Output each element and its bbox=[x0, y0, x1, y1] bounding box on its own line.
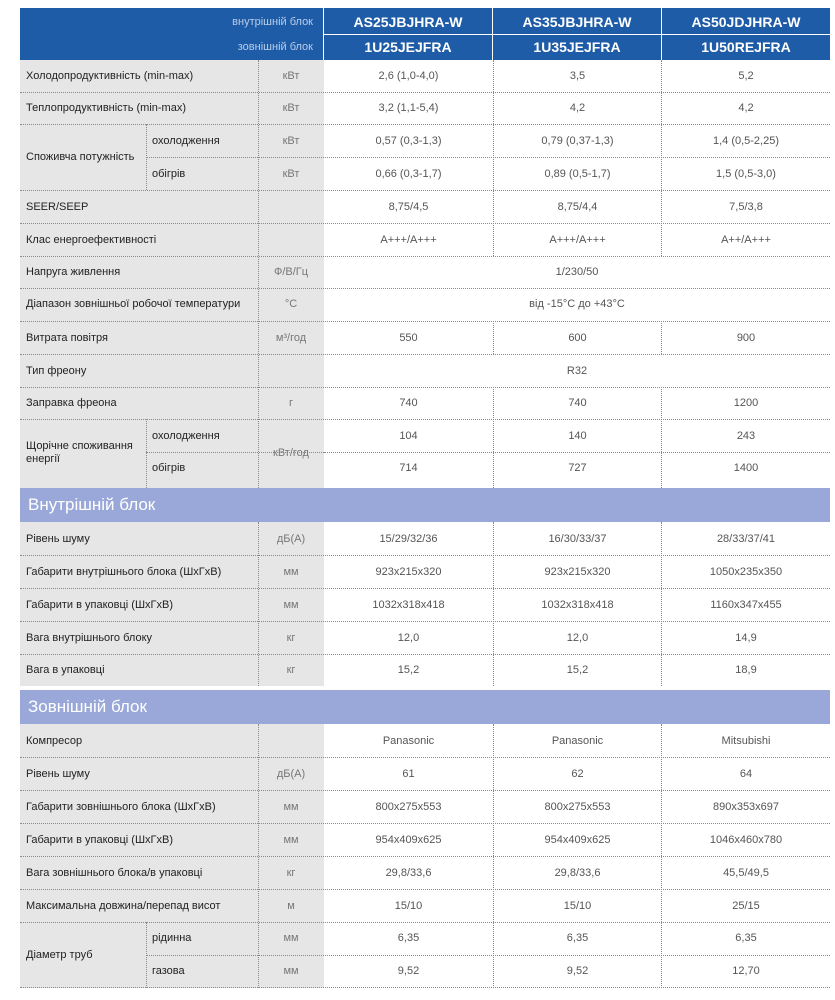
model-outdoor: 1U35JEJFRA bbox=[533, 39, 621, 55]
cell-value: 4,2 bbox=[569, 102, 586, 114]
cell-value: A+++/A+++ bbox=[380, 234, 437, 246]
cell-value: 740 bbox=[568, 397, 587, 409]
cell-value-merged: R32 bbox=[566, 365, 588, 377]
cell-value: 0,66 (0,3-1,7) bbox=[375, 168, 442, 180]
cell-value: 25/15 bbox=[732, 900, 760, 912]
row-divider bbox=[20, 889, 830, 890]
row-divider bbox=[20, 588, 830, 589]
cell-value: 1050x235x350 bbox=[709, 566, 783, 578]
row-label: Габарити в упаковці (ШхГхВ) bbox=[26, 599, 173, 611]
row-label: Напруга живлення bbox=[26, 266, 121, 278]
cell-value: Mitsubishi bbox=[721, 735, 771, 747]
row-sublabel: газова bbox=[152, 965, 185, 977]
cell-value: 29,8/33,6 bbox=[385, 867, 432, 879]
cell-value: 8,75/4,5 bbox=[388, 201, 429, 213]
cell-value: 62 bbox=[571, 768, 584, 780]
cell-value: 14,9 bbox=[735, 632, 757, 644]
cell-value: 1,4 (0,5-2,25) bbox=[712, 135, 780, 147]
column-divider bbox=[493, 724, 494, 988]
model-header-2 bbox=[493, 8, 661, 60]
row-label: Клас енергоефективності bbox=[26, 234, 157, 246]
row-label: Вага в упаковці bbox=[26, 664, 105, 676]
column-divider bbox=[146, 419, 147, 488]
row-divider bbox=[20, 124, 830, 125]
model-header-1 bbox=[324, 8, 492, 60]
cell-value: 29,8/33,6 bbox=[554, 867, 601, 879]
cell-value: 923x215x320 bbox=[544, 566, 611, 578]
row-label: Рівень шуму bbox=[26, 533, 90, 545]
cell-value: 890x353x697 bbox=[712, 801, 780, 813]
row-label: Холодопродуктивність (min-max) bbox=[26, 70, 194, 82]
cell-value: 64 bbox=[739, 768, 753, 780]
cell-value: 923x215x320 bbox=[375, 566, 442, 578]
cell-value: 6,35 bbox=[397, 932, 420, 944]
row-divider bbox=[20, 321, 830, 322]
cell-value: 6,35 bbox=[735, 932, 757, 944]
cell-value: 9,52 bbox=[566, 965, 589, 977]
cell-value: 1032x318x418 bbox=[541, 599, 614, 611]
row-label: Габарити внутрішнього блока (ШхГхВ) bbox=[26, 566, 222, 578]
row-divider bbox=[20, 987, 830, 988]
cell-value: 8,75/4,4 bbox=[557, 201, 598, 213]
row-unit: °С bbox=[284, 298, 298, 310]
row-unit: мм bbox=[283, 566, 299, 578]
cell-value: 12,0 bbox=[397, 632, 420, 644]
cell-value: 954x409x625 bbox=[544, 834, 611, 846]
cell-value: 3,5 bbox=[569, 70, 586, 82]
column-divider bbox=[146, 922, 147, 988]
cell-value: 600 bbox=[568, 332, 587, 344]
row-sublabel: обігрів bbox=[152, 462, 186, 474]
cell-value: 15/10 bbox=[563, 900, 592, 912]
cell-value: 15/10 bbox=[394, 900, 423, 912]
row-divider bbox=[20, 419, 830, 420]
cell-value: 0,57 (0,3-1,3) bbox=[375, 135, 442, 147]
row-unit: м³/год bbox=[275, 332, 307, 344]
cell-value: 18,9 bbox=[735, 664, 757, 676]
row-label: Вага внутрішнього блоку bbox=[26, 632, 153, 644]
row-label: Вага зовнішнього блока/в упаковці bbox=[26, 867, 203, 879]
indoor-unit-label: внутрішній блок bbox=[232, 16, 313, 28]
row-divider bbox=[20, 654, 830, 655]
row-divider bbox=[20, 790, 830, 791]
cell-value: A++/A+++ bbox=[721, 234, 771, 246]
row-divider bbox=[20, 288, 830, 289]
cell-value: 15/29/32/36 bbox=[379, 533, 438, 545]
cell-value: 15,2 bbox=[397, 664, 420, 676]
row-label: SEER/SEEP bbox=[26, 201, 89, 213]
cell-value-merged: від -15°С до +43°С bbox=[529, 298, 625, 310]
cell-value: 4,2 bbox=[738, 102, 754, 114]
row-unit: кВт/год bbox=[273, 447, 309, 459]
row-divider bbox=[20, 555, 830, 556]
row-divider bbox=[20, 223, 830, 224]
header-label-cell bbox=[20, 8, 323, 60]
cell-value: 15,2 bbox=[566, 664, 589, 676]
row-label: Теплопродуктивність (min-max) bbox=[26, 102, 187, 114]
row-label: Габарити в упаковці (ШхГхВ) bbox=[26, 834, 173, 846]
cell-value: 0,89 (0,5-1,7) bbox=[544, 168, 611, 180]
row-sublabel: охолодження bbox=[152, 135, 220, 147]
cell-value: 740 bbox=[399, 397, 418, 409]
row-divider bbox=[20, 256, 830, 257]
row-label: Компресор bbox=[26, 735, 83, 747]
cell-value: 0,79 (0,37-1,3) bbox=[541, 135, 614, 147]
row-unit: мм bbox=[283, 834, 299, 846]
cell-value: 2,6 (1,0-4,0) bbox=[378, 70, 439, 82]
column-divider bbox=[661, 60, 662, 256]
cell-value: Panasonic bbox=[382, 735, 435, 747]
cell-value: 12,70 bbox=[732, 965, 760, 977]
cell-value: 16/30/33/37 bbox=[548, 533, 607, 545]
row-unit: кВт bbox=[282, 135, 300, 147]
cell-value: 9,52 bbox=[397, 965, 420, 977]
cell-value: 28/33/37/41 bbox=[716, 533, 776, 545]
row-unit: кг bbox=[286, 867, 296, 879]
row-label: Щорічне споживання енергії bbox=[26, 440, 133, 465]
row-unit: г bbox=[288, 397, 293, 409]
row-divider bbox=[20, 354, 830, 355]
section-title-indoor: Внутрішній блок bbox=[20, 488, 830, 522]
divider bbox=[493, 34, 661, 35]
row-unit: мм bbox=[283, 801, 299, 813]
row-divider bbox=[20, 190, 830, 191]
row-divider bbox=[324, 452, 830, 453]
row-label: Діапазон зовнішньої робочої температури bbox=[26, 298, 241, 310]
row-unit: кВт bbox=[282, 70, 300, 82]
model-outdoor: 1U50REJFRA bbox=[701, 39, 791, 55]
cell-value: 800x275x553 bbox=[544, 801, 611, 813]
row-sublabel: охолодження bbox=[152, 430, 220, 442]
cell-value: 5,2 bbox=[738, 70, 754, 82]
column-divider bbox=[661, 724, 662, 988]
cell-value: 900 bbox=[736, 332, 756, 344]
cell-value: 1,5 (0,5-3,0) bbox=[716, 168, 776, 180]
cell-value: Panasonic bbox=[551, 735, 604, 747]
divider bbox=[662, 34, 830, 35]
row-divider bbox=[20, 757, 830, 758]
section-title-outdoor: Зовнішній блок bbox=[20, 690, 830, 724]
cell-value: 1032x318x418 bbox=[372, 599, 445, 611]
cell-value-merged: 1/230/50 bbox=[555, 266, 599, 278]
column-divider bbox=[146, 124, 147, 190]
row-divider bbox=[146, 157, 830, 158]
row-unit: мм bbox=[283, 965, 299, 977]
row-label: Максимальна довжина/перепад висот bbox=[26, 900, 221, 912]
column-divider bbox=[258, 724, 259, 988]
row-unit: мм bbox=[283, 932, 299, 944]
row-unit: кВт bbox=[282, 168, 300, 180]
cell-value: 1400 bbox=[733, 462, 759, 474]
cell-value: 104 bbox=[399, 430, 418, 442]
model-indoor: AS50JDJHRA-W bbox=[691, 14, 801, 30]
row-unit: Ф/В/Гц bbox=[273, 266, 309, 278]
model-indoor: AS35JBJHRA-W bbox=[522, 14, 632, 30]
row-label: Витрата повітря bbox=[26, 332, 108, 344]
row-divider bbox=[20, 387, 830, 388]
row-label: Рівень шуму bbox=[26, 768, 90, 780]
outdoor-unit-label: зовнішній блок bbox=[237, 41, 313, 53]
cell-value: 45,5/49,5 bbox=[723, 867, 769, 879]
row-label: Діаметр труб bbox=[26, 949, 93, 961]
row-label: Тип фреону bbox=[26, 365, 87, 377]
cell-value: 800x275x553 bbox=[375, 801, 442, 813]
cell-value: 61 bbox=[402, 768, 415, 780]
row-unit: м bbox=[287, 900, 295, 912]
row-divider bbox=[20, 922, 830, 923]
cell-value: 12,0 bbox=[566, 632, 589, 644]
model-indoor: AS25JBJHRA-W bbox=[353, 14, 463, 30]
cell-value: 3,2 (1,1-5,4) bbox=[378, 102, 439, 114]
column-divider bbox=[493, 60, 494, 256]
row-label: Заправка фреона bbox=[26, 397, 117, 409]
cell-value: 1200 bbox=[733, 397, 759, 409]
model-outdoor: 1U25JEJFRA bbox=[364, 39, 452, 55]
row-unit: кг bbox=[286, 664, 296, 676]
cell-value: 714 bbox=[399, 462, 418, 474]
divider bbox=[324, 34, 492, 35]
model-header-3 bbox=[662, 8, 830, 60]
cell-value: 243 bbox=[736, 430, 756, 442]
cell-value: 1160x347x455 bbox=[710, 599, 782, 611]
row-unit: дБ(А) bbox=[276, 533, 306, 545]
row-unit: мм bbox=[283, 599, 299, 611]
row-divider bbox=[20, 856, 830, 857]
cell-value: 1046x460x780 bbox=[709, 834, 783, 846]
row-label: Споживча потужність bbox=[26, 151, 135, 163]
row-divider bbox=[20, 823, 830, 824]
cell-value: 7,5/3,8 bbox=[729, 201, 763, 213]
row-divider bbox=[20, 92, 830, 93]
cell-value: A+++/A+++ bbox=[549, 234, 606, 246]
cell-value: 550 bbox=[399, 332, 418, 344]
cell-value: 6,35 bbox=[566, 932, 589, 944]
row-unit: дБ(А) bbox=[276, 768, 306, 780]
row-sublabel: обігрів bbox=[152, 168, 186, 180]
row-label: Габарити зовнішнього блока (ШхГхВ) bbox=[26, 801, 216, 813]
row-divider bbox=[20, 621, 830, 622]
cell-value: 140 bbox=[568, 430, 587, 442]
cell-value: 727 bbox=[568, 462, 587, 474]
row-sublabel: рідинна bbox=[152, 932, 192, 944]
row-unit: кВт bbox=[282, 102, 300, 114]
row-unit: кг bbox=[286, 632, 296, 644]
row-divider bbox=[146, 955, 830, 956]
cell-value: 954x409x625 bbox=[375, 834, 442, 846]
